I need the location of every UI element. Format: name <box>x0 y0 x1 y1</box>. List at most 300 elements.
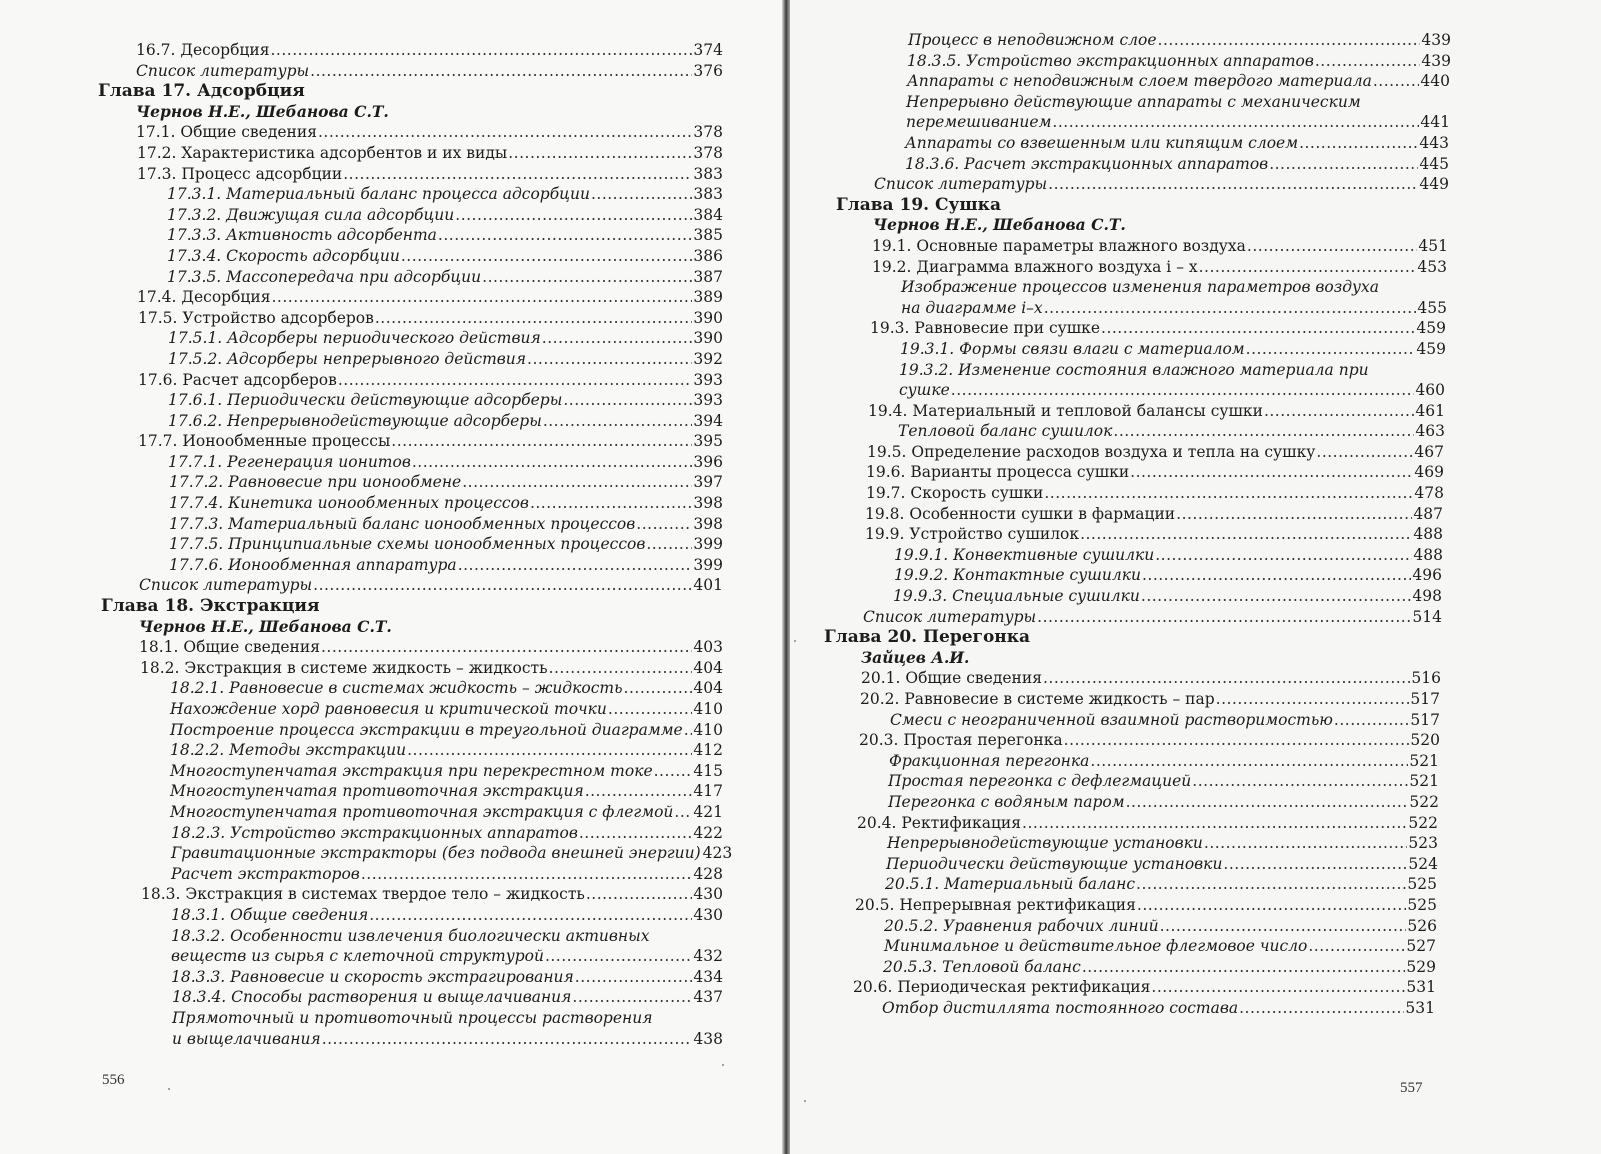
toc-row <box>0 596 785 617</box>
leader-dots <box>1090 751 1408 772</box>
toc-row <box>790 648 1601 669</box>
chapter-heading <box>98 81 305 102</box>
leader-dots <box>1199 257 1417 278</box>
toc-entry <box>171 905 723 926</box>
toc-entry-page: 525 <box>1407 875 1437 894</box>
toc-entry <box>894 565 1442 586</box>
toc-entry-page: 397 <box>693 473 723 492</box>
toc-entry-page: 428 <box>693 864 723 883</box>
toc-entry <box>170 761 723 782</box>
toc-row <box>790 504 1601 525</box>
leader-dots <box>1176 504 1412 525</box>
leader-dots <box>310 61 692 82</box>
toc-entry-page: 478 <box>1414 484 1444 503</box>
toc-entry <box>171 843 733 864</box>
leader-dots <box>1315 51 1421 72</box>
toc-left <box>0 40 785 1049</box>
toc-entry-title: 17.7.6. Ионообменная аппаратура <box>169 555 457 574</box>
toc-entry-page: 514 <box>1412 607 1442 626</box>
toc-entry <box>168 390 723 411</box>
chapter-heading <box>824 627 1030 648</box>
toc-entry-page: 393 <box>693 370 723 389</box>
toc-entry-title: 18.3.1. Общие сведения <box>171 905 369 924</box>
toc-entry <box>171 864 723 885</box>
toc-entry-title: 17.7. Ионообменные процессы <box>138 432 391 451</box>
toc-entry-title: 17.3.1. Материальный баланс процесса адсорбции <box>167 185 590 204</box>
toc-entry-title: Аппараты со взвешенным или кипящим слоем <box>905 133 1299 152</box>
toc-row <box>790 298 1601 319</box>
leader-dots <box>1101 318 1415 339</box>
toc-row <box>790 154 1601 175</box>
leader-dots <box>591 184 692 205</box>
toc-entry-title: 18.2.1. Равновесие в системах жидкость – жидкость <box>170 679 623 698</box>
leader-dots <box>1316 442 1413 463</box>
toc-row <box>790 813 1601 834</box>
leader-dots <box>545 946 692 967</box>
leader-dots <box>530 493 692 514</box>
toc-entry-title: 17.7.3. Материальный баланс ионообменных процессов <box>169 514 636 533</box>
toc-entry-title: 19.4. Материальный и тепловой балансы сушки <box>868 401 1263 420</box>
toc-row <box>790 318 1601 339</box>
leader-dots <box>1246 339 1416 360</box>
toc-entry <box>169 472 723 493</box>
toc-entry-page: 415 <box>693 761 723 780</box>
toc-row <box>0 61 785 82</box>
toc-entry <box>169 555 723 576</box>
toc-row <box>790 916 1601 937</box>
toc-entry-page: 430 <box>693 905 723 924</box>
toc-entry-page: 392 <box>693 349 723 368</box>
toc-entry-page: 383 <box>693 185 723 204</box>
chapter-authors <box>139 617 392 638</box>
toc-row <box>0 843 785 864</box>
toc-row <box>0 246 785 267</box>
toc-entry <box>170 781 723 802</box>
toc-row <box>790 30 1601 51</box>
toc-row <box>0 781 785 802</box>
toc-entry <box>169 534 723 555</box>
toc-entry-page: 529 <box>1406 957 1436 976</box>
toc-entry-page: 410 <box>693 700 723 718</box>
leader-dots <box>412 452 693 473</box>
toc-entry-title: 17.4. Десорбция <box>137 288 271 307</box>
toc-entry-page: 498 <box>1412 587 1442 606</box>
toc-entry-page: 523 <box>1408 834 1438 853</box>
toc-entry-page: 395 <box>693 432 723 451</box>
toc-row <box>0 1029 785 1050</box>
leader-dots <box>572 987 692 1008</box>
toc-row <box>790 565 1601 586</box>
leader-dots <box>1126 792 1409 813</box>
toc-row <box>0 823 785 844</box>
toc-entry-page: 459 <box>1416 339 1446 358</box>
toc-row <box>0 987 785 1008</box>
toc-entry <box>171 967 723 988</box>
chapter-authors <box>136 102 389 123</box>
toc-entry-title: 17.6. Расчет адсорберов <box>138 370 337 389</box>
toc-entry <box>170 678 723 699</box>
toc-row <box>0 802 785 823</box>
toc-entry-page: 439 <box>1421 31 1451 49</box>
toc-entry-title: 17.5. Устройство адсорберов <box>138 308 374 327</box>
toc-entry-page: 488 <box>1413 545 1443 564</box>
toc-row <box>790 174 1601 195</box>
toc-row <box>0 617 785 638</box>
leader-dots <box>343 164 692 185</box>
toc-row <box>790 668 1601 689</box>
toc-row <box>790 360 1601 381</box>
toc-entry <box>136 61 723 82</box>
toc-entry-page: 394 <box>693 411 723 430</box>
toc-entry <box>905 133 1449 154</box>
toc-entry-title: Расчет экстракторов <box>171 864 360 883</box>
toc-row <box>0 740 785 761</box>
toc-row <box>790 339 1601 360</box>
leader-dots <box>1044 298 1417 319</box>
toc-entry-page: 461 <box>1415 401 1445 420</box>
toc-entry-page: 469 <box>1414 463 1444 482</box>
toc-entry-title: Перегонка с водяным паром <box>888 792 1125 811</box>
leader-dots <box>654 761 693 782</box>
toc-entry <box>887 833 1438 854</box>
chapter-heading <box>101 596 320 617</box>
toc-entry-title: 19.9. Устройство сушилок <box>865 525 1080 544</box>
leader-dots <box>1204 833 1408 854</box>
leader-dots <box>458 555 693 576</box>
left-page <box>0 0 785 1154</box>
toc-entry-title: Минимальное и действительное флегмовое число <box>884 937 1308 956</box>
toc-entry-page: 398 <box>693 514 723 533</box>
leader-dots <box>1264 401 1414 422</box>
toc-entry-title: Построение процесса экстракции в треугольной диаграмме <box>170 720 683 739</box>
toc-entry <box>138 370 723 391</box>
toc-entry-page: 386 <box>693 246 723 265</box>
toc-entry-title: веществ из сырья с клеточной структурой <box>171 947 544 966</box>
leader-dots <box>586 884 693 905</box>
leader-dots <box>313 575 692 596</box>
toc-row <box>0 472 785 493</box>
page-number-left: 556 <box>102 1072 125 1088</box>
toc-entry <box>168 452 723 473</box>
toc-entry-page: 417 <box>693 782 723 801</box>
leader-dots <box>527 349 692 370</box>
toc-entry-title: Глава 17. Адсорбция <box>98 81 305 102</box>
toc-row <box>0 411 785 432</box>
toc-row <box>790 710 1601 731</box>
toc-entry-title: Многоступенчатая противоточная экстракция с флегмой <box>170 802 674 821</box>
leader-dots <box>318 122 692 143</box>
leader-dots <box>1137 895 1407 916</box>
toc-row <box>0 370 785 391</box>
toc-entry-page: 383 <box>693 164 723 183</box>
toc-row <box>790 195 1601 216</box>
toc-entry <box>908 30 1451 51</box>
toc-entry-title: 16.7. Десорбция <box>136 41 270 59</box>
toc-entry-title: 17.3. Процесс адсорбции <box>137 164 343 183</box>
toc-row <box>790 92 1601 113</box>
toc-row <box>790 627 1601 648</box>
toc-entry-title: 17.3.2. Движущая сила адсорбции <box>167 205 455 224</box>
toc-entry-title: 19.5. Определение расходов воздуха и тепла на сушку <box>867 442 1316 461</box>
toc-entry-title: Список литературы <box>863 607 1037 626</box>
toc-entry <box>170 740 723 761</box>
toc-entry <box>137 164 723 185</box>
toc-entry-title: Многоступенчатая экстракция при перекрестном токе <box>170 761 653 780</box>
toc-entry-page: 453 <box>1417 257 1447 276</box>
toc-entry-title: 20.2. Равновесие в системе жидкость – пар <box>860 690 1215 708</box>
toc-entry-title: 17.7.5. Принципиальные схемы ионообменных процессов <box>169 535 646 554</box>
toc-entry-page: 439 <box>1421 51 1451 70</box>
leader-dots <box>1308 936 1405 957</box>
toc-entry-page: 432 <box>693 947 723 966</box>
toc-entry-title: Периодически действующие установки <box>886 854 1223 873</box>
toc-row <box>790 277 1601 298</box>
toc-row <box>0 575 785 596</box>
toc-row <box>790 977 1601 998</box>
leader-dots <box>684 720 693 741</box>
toc-entry-page: 393 <box>693 391 723 410</box>
toc-entry <box>885 874 1437 895</box>
toc-row <box>0 926 785 947</box>
toc-row <box>0 287 785 308</box>
toc-entry-title: 17.1. Общие сведения <box>136 123 317 142</box>
toc-entry-page: 438 <box>693 1029 723 1048</box>
toc-entry-title: 18.2.3. Устройство экстракционных аппаратов <box>171 823 578 842</box>
toc-entry-title: Глава 19. Сушка <box>836 194 1001 215</box>
toc-entry-title: 18.3.3. Равновесие и скорость экстрагирования <box>171 967 574 986</box>
toc-entry <box>898 421 1445 442</box>
toc-entry-page: 531 <box>1405 998 1435 1017</box>
leader-dots <box>1082 957 1406 978</box>
toc-entry <box>893 586 1442 607</box>
toc-entry <box>170 720 723 741</box>
toc-entry <box>167 205 723 226</box>
toc-entry-page: 521 <box>1409 751 1439 770</box>
toc-row <box>0 184 785 205</box>
toc-entry-title: 19.3.2. Изменение состояния влажного материала при <box>899 360 1369 379</box>
toc-entry <box>139 575 723 596</box>
toc-entry-title: 19.1. Основные параметры влажного воздуха <box>872 236 1246 255</box>
toc-entry-title: 18.3.6. Расчет экстракционных аппаратов <box>905 154 1269 173</box>
toc-entry <box>865 524 1443 545</box>
toc-row <box>0 720 785 741</box>
toc-entry-title: Список литературы <box>136 61 310 80</box>
toc-entry <box>172 987 723 1008</box>
toc-entry <box>890 710 1440 731</box>
toc-entry-page: 404 <box>693 679 723 698</box>
toc-entry-title: Гравитационные экстракторы (без подвода внешней энергии) <box>171 844 701 863</box>
toc-entry-title: 17.7.1. Регенерация ионитов <box>168 452 411 471</box>
toc-entry-title: Список литературы <box>139 576 313 595</box>
toc-entry-page: 463 <box>1415 422 1445 441</box>
toc-row <box>790 792 1601 813</box>
leader-dots <box>1043 668 1410 689</box>
toc-row <box>0 699 785 720</box>
toc-entry-title: на диаграмме i–x <box>901 298 1043 317</box>
toc-entry <box>137 287 723 308</box>
toc-row <box>790 751 1601 772</box>
toc-entry-page: 374 <box>693 41 723 59</box>
leader-dots <box>636 514 692 535</box>
toc-entry-title: перемешиванием <box>906 113 1052 132</box>
toc-entry <box>884 936 1436 957</box>
toc-row <box>0 349 785 370</box>
toc-entry <box>857 813 1438 834</box>
toc-entry-title: 17.3.5. Массопередача при адсорбции <box>167 267 482 286</box>
toc-entry-page: 441 <box>1420 113 1450 132</box>
toc-entry <box>140 658 723 679</box>
leader-dots <box>1141 586 1412 607</box>
toc-row <box>0 658 785 679</box>
toc-entry-title: 17.3.4. Скорость адсорбции <box>167 246 400 265</box>
toc-entry-page: 516 <box>1411 669 1441 688</box>
toc-entry <box>899 380 1445 401</box>
toc-entry <box>170 699 723 720</box>
toc-entry-page: 443 <box>1419 133 1449 152</box>
toc-entry-page: 422 <box>693 823 723 842</box>
toc-entry-title: Изображение процессов изменения параметров воздуха <box>901 278 1380 297</box>
toc-entry <box>905 154 1449 175</box>
toc-entry-title: 18.3.2. Особенности извлечения биологически активных <box>171 926 650 945</box>
toc-entry-page: 440 <box>1420 72 1450 91</box>
leader-dots <box>369 905 692 926</box>
toc-entry-page: 522 <box>1409 792 1439 811</box>
leader-dots <box>375 308 693 329</box>
toc-entry-page: 378 <box>693 123 723 142</box>
toc-row <box>790 998 1601 1019</box>
toc-entry-page: 437 <box>693 988 723 1007</box>
leader-dots <box>1160 916 1407 937</box>
scan-speck <box>168 1088 170 1090</box>
toc-entry-title: 17.6.1. Периодически действующие адсорберы <box>168 391 563 410</box>
toc-entry-title: 18.3.5. Устройство экстракционных аппаратов <box>907 51 1314 70</box>
leader-dots <box>1113 421 1414 442</box>
toc-entry-page: 398 <box>693 494 723 513</box>
toc-entry-title: Фракционная перегонка <box>889 751 1090 770</box>
toc-row <box>0 81 785 102</box>
toc-row <box>790 71 1601 92</box>
toc-row <box>0 164 785 185</box>
toc-row <box>790 380 1601 401</box>
toc-entry-title: 19.2. Диаграмма влажного воздуха i – x <box>872 257 1198 276</box>
toc-entry-title: 17.5.1. Адсорберы периодического действия <box>168 329 541 348</box>
toc-entry-page: 460 <box>1415 381 1445 400</box>
leader-dots <box>674 802 692 823</box>
toc-entry <box>141 884 723 905</box>
toc-entry <box>138 431 723 452</box>
leader-dots <box>549 658 693 679</box>
toc-entry-page: 410 <box>693 720 723 739</box>
leader-dots <box>1130 462 1413 483</box>
toc-entry <box>863 607 1442 628</box>
toc-entry-title: 17.7.2. Равновесие при ионообмене <box>169 473 462 492</box>
toc-row <box>790 133 1601 154</box>
toc-row <box>790 524 1601 545</box>
leader-dots <box>361 864 693 885</box>
leader-dots <box>585 781 693 802</box>
toc-row <box>790 236 1601 257</box>
toc-entry <box>866 462 1444 483</box>
toc-entry-title: Непрерывнодействующие установки <box>887 834 1203 853</box>
toc-entry-page: 421 <box>693 802 723 821</box>
scan-speck <box>804 1100 806 1102</box>
toc-entry <box>171 946 723 967</box>
toc-entry-title: 17.5.2. Адсорберы непрерывного действия <box>168 349 527 368</box>
toc-entry-title: 17.7.4. Кинетика ионообменных процессов <box>169 494 529 513</box>
toc-entry-title: Список литературы <box>874 175 1048 194</box>
toc-entry-title: 17.3.3. Активность адсорбента <box>167 226 437 245</box>
toc-row <box>0 308 785 329</box>
toc-row <box>790 257 1601 278</box>
leader-dots <box>1216 689 1410 710</box>
toc-entry-page: 389 <box>693 288 723 307</box>
toc-row <box>790 874 1601 895</box>
toc-entry-page: 430 <box>693 885 723 904</box>
toc-row <box>0 452 785 473</box>
toc-entry-title: 20.5.2. Уравнения рабочих линий <box>884 916 1159 935</box>
toc-entry <box>137 143 723 164</box>
toc-entry <box>138 308 723 329</box>
toc-row <box>0 205 785 226</box>
toc-entry-title: 18.3. Экстракция в системах твердое тело – жидкость <box>141 885 585 904</box>
leader-dots <box>1247 236 1417 257</box>
toc-row <box>790 936 1601 957</box>
toc-entry <box>167 267 723 288</box>
leader-dots <box>542 328 693 349</box>
toc-entry <box>168 411 723 432</box>
toc-entry-title: 20.6. Периодическая ректификация <box>853 978 1151 997</box>
toc-entry <box>888 771 1439 792</box>
toc-entry-title: 20.5. Непрерывная ректификация <box>855 895 1136 914</box>
toc-entry <box>900 339 1446 360</box>
toc-row <box>790 483 1601 504</box>
toc-entry <box>874 174 1449 195</box>
toc-entry <box>171 926 649 947</box>
toc-entry-title: 19.3.1. Формы связи влаги с материалом <box>900 339 1245 358</box>
chapter-heading <box>836 195 1001 216</box>
toc-row <box>790 215 1601 236</box>
toc-entry-title: Чернов Н.Е., Шебанова С.Т. <box>136 101 389 121</box>
toc-entry-title: 19.7. Скорость сушки <box>866 484 1044 503</box>
leader-dots <box>1052 112 1419 133</box>
toc-entry <box>169 493 723 514</box>
toc-entry-title: 20.3. Простая перегонка <box>859 731 1063 750</box>
leader-dots <box>338 370 693 391</box>
toc-entry <box>139 637 723 658</box>
chapter-authors <box>873 215 1126 236</box>
toc-entry-page: 412 <box>693 741 723 760</box>
leader-dots <box>575 967 693 988</box>
leader-dots <box>1269 154 1418 175</box>
toc-entry-page: 449 <box>1419 175 1449 194</box>
toc-row <box>0 40 785 61</box>
toc-row <box>0 884 785 905</box>
leader-dots <box>1064 730 1410 751</box>
toc-row <box>0 678 785 699</box>
toc-entry <box>136 122 723 143</box>
toc-entry-title: 19.9.1. Конвективные сушилки <box>894 545 1155 564</box>
toc-entry-title: 19.9.3. Специальные сушилки <box>893 587 1140 606</box>
toc-entry-page: 423 <box>702 844 733 863</box>
leader-dots <box>1151 977 1405 998</box>
leader-dots <box>322 1029 693 1050</box>
leader-dots <box>646 534 692 555</box>
toc-right <box>790 30 1601 1019</box>
toc-entry-title: 19.3. Равновесие при сушке <box>870 319 1101 338</box>
leader-dots <box>608 699 692 720</box>
toc-entry-title: 18.3.4. Способы растворения и выщелачивания <box>172 988 572 1007</box>
toc-entry-page: 451 <box>1418 236 1448 255</box>
